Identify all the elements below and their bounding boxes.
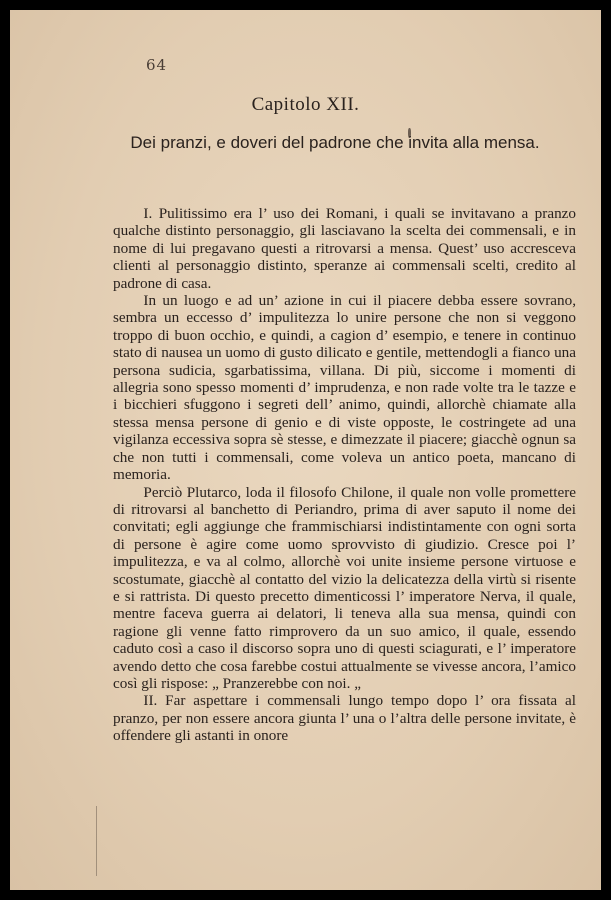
paragraph: Perciò Plutarco, loda il filosofo Chilone, il quale non volle promettere di ritrovarsi al banchetto di Periandro, prima di aver saputo il nome dei convitati; egli aggiunge che frammischiarsi indistintamente con ogni sorta di persone è agire come uomo sprovvisto di giudizio. Cresce poi l’ impulitezza, e va al colmo, allorchè voi unite insieme persone virtuose e scostumate, giacchè al contatto del vizio la delicatezza della virtù si risente e si rattrista. Di questo precetto dimenticossi l’ imperatore Nerva, il quale, mentre faceva guerra ai delatori, li teneva alla sua mensa, quindi con ragione gli venne fatto rimprovero da un suo amico, il quale, essendo caduto così a caso il discorso sopra uno di questi sciagurati, e l’ imperatore avendo detto che cosa farebbe costui attualmente se vivesse ancora, l’amico così gli rispose: „ Pranzerebbe con noi. „ bbox=[113, 483, 576, 692]
chapter-title: Capitolo XII. bbox=[251, 94, 360, 115]
paragraph: I. Pulitissimo era l’ uso dei Romani, i quali se invitavano a pranzo qualche distinto personaggio, gli lasciavano la scelta dei commensali, e in nome di lui pregavano questi a ritrovarsi a mensa. Quest’ uso accresceva clienti al personaggio distinto, speranze ai commensali scelti, credito al padrone di casa. bbox=[113, 205, 576, 292]
paragraph: II. Far aspettare i commensali lungo tempo dopo l’ ora fissata al pranzo, per non essere ancora giunta l’ una o l’altra delle persone invitate, è offendere gli astanti in onore bbox=[113, 692, 576, 745]
margin-mark bbox=[96, 806, 97, 876]
paragraph: In un luogo e ad un’ azione in cui il piacere debba essere sovrano, sembra un eccesso d’ impulitezza lo unire persone che non si veggono troppo di buon occhio, e quindi, a cagion d’ esempio, e tenere in continuo stato di nausea un uomo di gusto dilicato e gentile, mettendogli a fianco una persona sudicia, sgarbatissima, villana. Di più, siccome i momenti di allegria sono spesso momenti d’ imprudenza, e non rade volte tra le tazze e i bicchieri sfuggono i segreti dell’ animo, quindi, allorchè chiamate alla stessa mensa persone di genio e di viste opposte, le costringete ad una vigilanza eccessiva sopra sè stesse, e dimezzate il piacere; giacchè ognun sa che non tutti i commensali, come voleva un antico poeta, mancano di memoria. bbox=[113, 292, 576, 484]
book-page bbox=[10, 10, 601, 890]
page-number: 64 bbox=[146, 56, 168, 74]
chapter-subtitle: Dei pranzi, e doveri del padrone che invita alla mensa. bbox=[130, 133, 540, 152]
body-text bbox=[113, 205, 576, 745]
